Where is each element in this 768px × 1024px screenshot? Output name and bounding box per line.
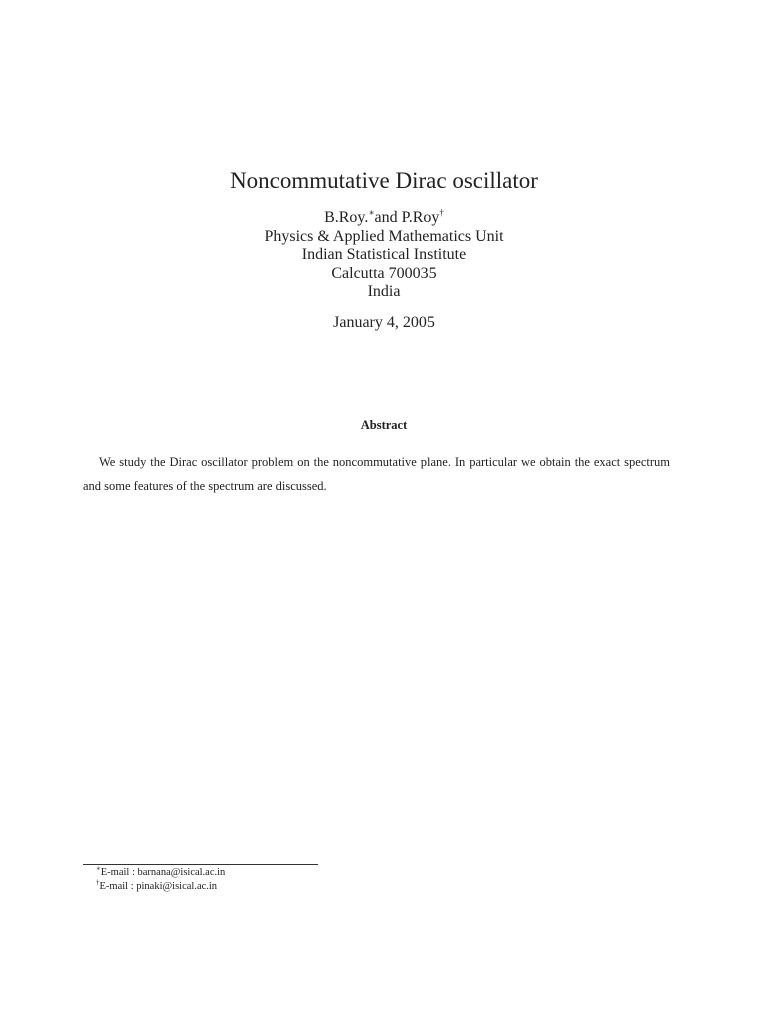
- author-line: [0, 209, 768, 228]
- affiliation-city: Calcutta 700035: [331, 264, 437, 282]
- footnote-1-mark: ∗: [96, 864, 101, 873]
- footnote-mark-2: †: [439, 207, 444, 218]
- footnote-mark-1: ∗: [368, 207, 375, 218]
- footnote-1: [96, 866, 225, 880]
- footnote-2: [96, 880, 225, 894]
- abstract-heading: Abstract: [360, 418, 408, 432]
- footnote-2-mark: †: [96, 878, 100, 886]
- footnotes: [96, 866, 225, 893]
- paper-title: Noncommutative Dirac oscillator: [230, 168, 538, 193]
- author-1: B.Roy.: [324, 209, 369, 226]
- affiliation-institute: Indian Statistical Institute: [301, 246, 467, 263]
- footnote-divider: [83, 864, 318, 865]
- footnote-2-text: E-mail : pinaki@isical.ac.in: [99, 880, 218, 892]
- footnote-1-text: E-mail : barnana@isical.ac.in: [100, 867, 226, 878]
- abstract-text: We study the Dirac oscillator problem on the noncommutative plane. In particular we obtain the exact spectrum and some features of the spectrum are discussed.: [83, 455, 670, 493]
- author-affiliation-block: [0, 209, 768, 302]
- affiliation-unit: Physics & Applied Mathematics Unit: [264, 227, 504, 245]
- author-2: and P.Roy: [374, 209, 440, 226]
- paper-date: January 4, 2005: [333, 314, 435, 331]
- affiliation-country: India: [367, 283, 401, 300]
